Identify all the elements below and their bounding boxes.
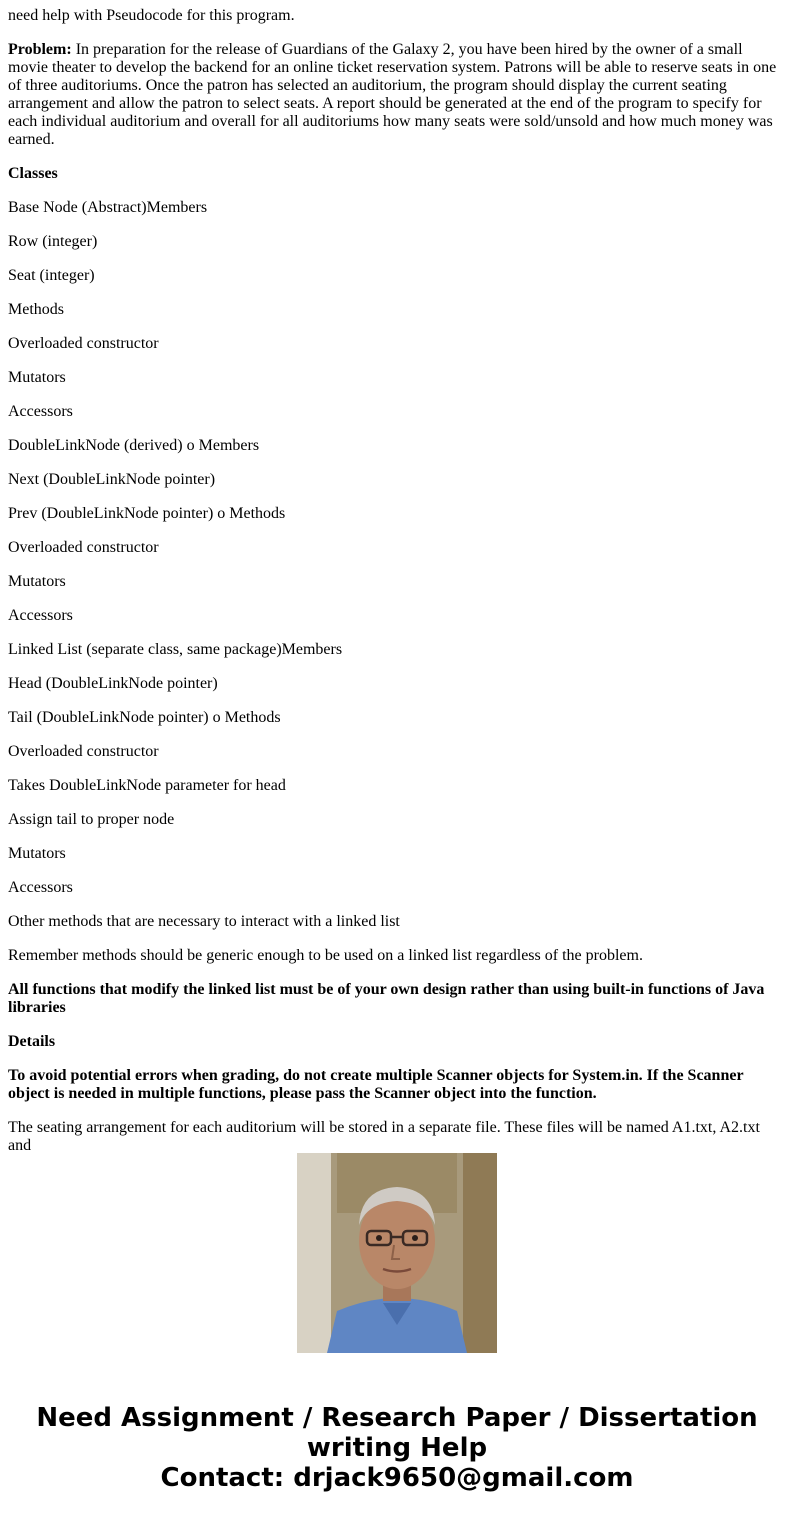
spec-line: Accessors [8,607,73,624]
spec-line: Methods [8,301,64,318]
spec-line: Assign tail to proper node [8,811,175,828]
spec-line: Head (DoubleLinkNode pointer) [8,675,218,692]
spec-line: Overloaded constructor [8,335,159,352]
intro-text: need help with Pseudocode for this program. [8,7,295,24]
spec-line: Accessors [8,879,73,896]
spec-line: DoubleLinkNode (derived) o Members [8,437,260,454]
person-photo-icon [297,1153,497,1353]
promo-line-1: Need Assignment / Research Paper / Dissertation [36,1403,758,1433]
spec-line: Mutators [8,369,66,386]
spec-line: Linked List (separate class, same package)Members [8,641,343,658]
spec-line: Accessors [8,403,73,420]
spec-line: Mutators [8,573,66,590]
problem-label: Problem: [8,41,72,58]
avatar [297,1153,497,1353]
spec-line: Overloaded constructor [8,539,159,556]
spec-line: Prev (DoubleLinkNode pointer) o Methods [8,505,286,522]
problem-paragraph [8,41,780,149]
spec-line: Base Node (Abstract)Members [8,199,208,216]
bold-note-scanner: To avoid potential errors when grading, do not create multiple Scanner objects for System.in. If the Scanner object is needed in multiple functions, please pass the Scanner object into the function. [8,1067,744,1102]
classes-heading: Classes [8,165,58,182]
spec-line: Tail (DoubleLinkNode pointer) o Methods [8,709,281,726]
cut-off-line: The seating arrangement for each auditorium will be stored in a separate file. These files will be named A1.txt, A2.txt and [8,1119,760,1154]
bold-note-linked-list: All functions that modify the linked list must be of your own design rather than using built-in functions of Java libraries [8,981,765,1016]
spec-line: Other methods that are necessary to interact with a linked list [8,913,400,930]
spec-line: Seat (integer) [8,267,95,284]
details-heading: Details [8,1033,56,1050]
promo-line-2: writing Help [306,1433,488,1463]
class-spec-list [8,199,780,965]
spec-line: Remember methods should be generic enough to be used on a linked list regardless of the problem. [8,947,643,964]
document-body [8,0,780,1154]
promo-contact: Contact: drjack9650@gmail.com [160,1463,634,1493]
spec-line: Takes DoubleLinkNode parameter for head [8,777,286,794]
spec-line: Mutators [8,845,66,862]
spec-line: Next (DoubleLinkNode pointer) [8,471,216,488]
promo-banner [0,1403,794,1493]
problem-text: In preparation for the release of Guardians of the Galaxy 2, you have been hired by the owner of a small movie theater to develop the backend for an online ticket reservation system. Patrons will be able to reserve seats in one of three auditoriums. Once the patron has selected an auditorium, the program should display the current seating arrangement and allow the patron to select seats. A report should be generated at the end of the program to specify for each individual auditorium and overall for all auditoriums how many seats were sold/unsold and how much money was earned. [8,41,777,148]
spec-line: Overloaded constructor [8,743,159,760]
spec-line: Row (integer) [8,233,98,250]
